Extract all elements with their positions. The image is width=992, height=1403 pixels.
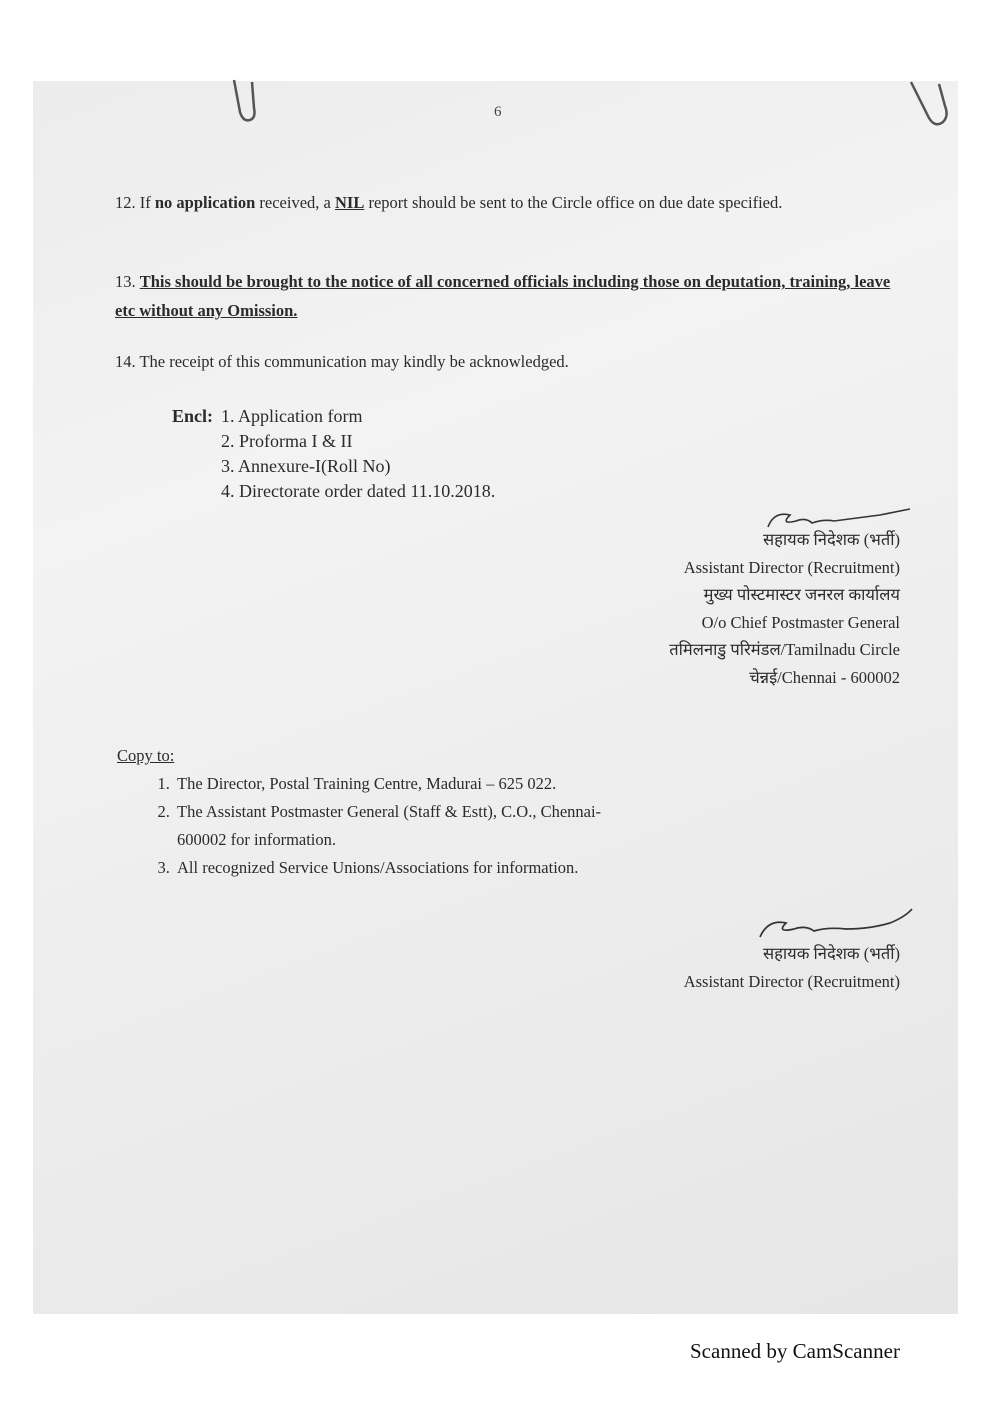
sig1-line: मुख्य पोस्टमास्टर जनरल कार्यालय [703, 585, 900, 604]
encl-label: Encl: [172, 406, 214, 426]
para-13-text: This should be brought to the notice of all concerned officials including those on deputation, training, leave etc without any Omission. [115, 272, 891, 320]
para-13-num: 13. [115, 272, 136, 291]
encl-item: 1. Application form [221, 406, 363, 426]
copy-to-item: 2. The Assistant Postmaster General (Staff & Estt), C.O., Chennai-600002 for information. [174, 798, 647, 854]
para-12-num: 12. [115, 193, 136, 212]
para-12-t5: report should be sent to the Circle office on due date specified. [368, 193, 783, 212]
paper-clip-right-icon [905, 78, 955, 133]
scanner-footer: Scanned by CamScanner [690, 1339, 900, 1363]
para-12-nil: NIL [334, 193, 365, 212]
signature-block-2 [684, 940, 900, 995]
copy-to [117, 742, 647, 882]
scanned-sheet [33, 81, 958, 1314]
paper-clip-left-icon [226, 78, 266, 128]
encl-item: 4. Directorate order dated 11.10.2018. [221, 481, 496, 501]
sig2-line: सहायक निदेशक (भर्ती) [762, 944, 900, 963]
copy-to-item: 1. The Director, Postal Training Centre, Madurai – 625 022. [174, 770, 647, 798]
signature-scribble-2 [750, 905, 920, 945]
paragraph-14: 14. The receipt of this communication may kindly be acknowledged. [115, 352, 569, 371]
signature-block-1 [669, 526, 900, 691]
paragraph-12 [115, 188, 900, 217]
encl-item: 3. Annexure-I(Roll No) [221, 456, 391, 476]
para-12-t1: If [139, 193, 151, 212]
sig1-line: चेन्नई/Chennai - 600002 [749, 667, 900, 687]
sig1-line: O/o Chief Postmaster General [701, 612, 900, 632]
sig1-line: Assistant Director (Recruitment) [683, 557, 900, 577]
paragraph-13 [115, 267, 900, 325]
copy-to-heading: Copy to: [117, 746, 175, 765]
sig2-line: Assistant Director (Recruitment) [683, 971, 900, 991]
sig1-line: तमिलनाडु परिमंडल/Tamilnadu Circle [669, 640, 900, 659]
para-12-emphasis: no application [154, 193, 256, 212]
encl-item: 2. Proforma I & II [221, 431, 353, 451]
sig1-line: सहायक निदेशक (भर्ती) [762, 530, 900, 549]
para-12-t3: received, a [259, 193, 331, 212]
page-number: 6 [494, 104, 502, 120]
copy-to-item: 3. All recognized Service Unions/Associations for information. [174, 854, 647, 882]
enclosures [172, 404, 495, 504]
